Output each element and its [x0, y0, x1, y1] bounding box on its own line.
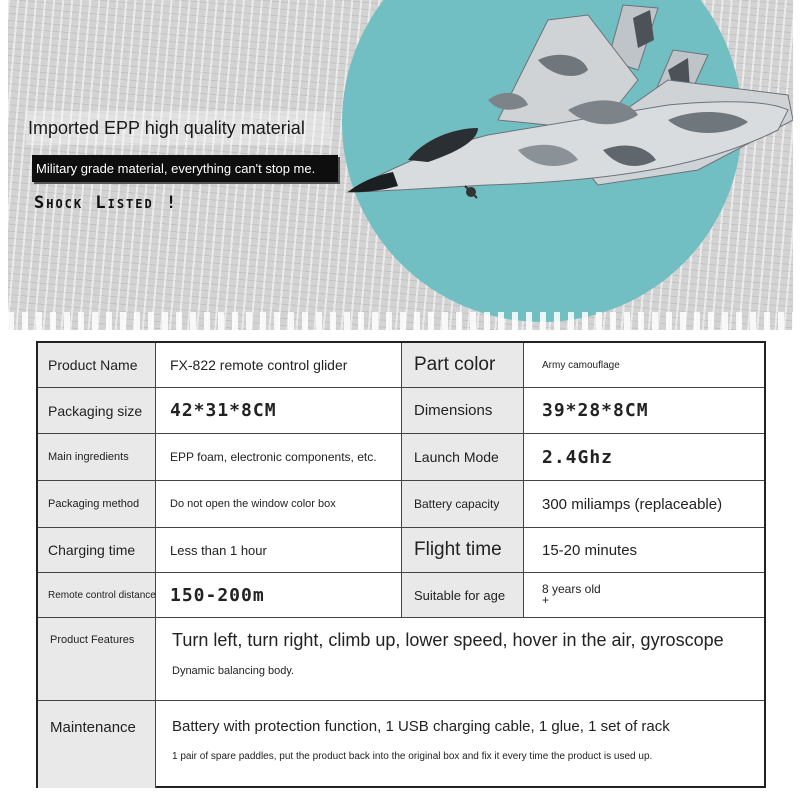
banner-fringe — [8, 312, 793, 330]
battery-capacity-label: Battery capacity — [402, 481, 524, 527]
banner-stamp: Shock Listed ! — [34, 193, 179, 213]
features-line-2: Dynamic balancing body. — [172, 665, 295, 677]
remote-distance-value: 150-200m — [156, 573, 402, 617]
suitable-age-value: 8 years old — [542, 582, 601, 596]
maintenance-label: Maintenance — [38, 701, 156, 788]
flight-time-label: Flight time — [402, 528, 524, 572]
features-value — [156, 618, 764, 700]
packaging-method-value: Do not open the window color box — [156, 481, 402, 527]
maintenance-line-2: 1 pair of spare paddles, put the product back into the original box and fix it every time the product is used up. — [172, 751, 653, 762]
battery-capacity-value: 300 miliamps (replaceable) — [542, 495, 723, 513]
product-name-value: FX-822 remote control glider — [156, 343, 402, 387]
spec-row — [38, 388, 764, 434]
part-color-value: Army camouflage — [542, 359, 620, 371]
main-ingredients-label: Main ingredients — [38, 434, 156, 480]
remote-distance-label: Remote control distance — [38, 573, 156, 617]
dimensions-label: Dimensions — [402, 388, 524, 433]
main-ingredients-value: EPP foam, electronic components, etc. — [156, 434, 402, 480]
part-color-label: Part color — [402, 343, 524, 387]
packaging-size-value: 42*31*8CM — [156, 388, 402, 433]
charging-time-value: Less than 1 hour — [156, 528, 402, 572]
features-line-1: Turn left, turn right, climb up, lower speed, hover in the air, gyroscope — [172, 630, 724, 650]
product-name-label: Product Name — [38, 343, 156, 387]
packaging-size-label: Packaging size — [38, 388, 156, 433]
suitable-age-cell — [524, 573, 764, 617]
launch-mode-label: Launch Mode — [402, 434, 524, 480]
spec-row — [38, 573, 764, 618]
spec-row — [38, 701, 764, 788]
launch-mode-value: 2.4Ghz — [542, 446, 614, 468]
spec-table — [36, 341, 766, 788]
banner-headline: Imported EPP high quality material — [26, 111, 330, 145]
packaging-method-label: Packaging method — [38, 481, 156, 527]
features-label: Product Features — [38, 618, 156, 700]
spec-row — [38, 618, 764, 701]
spec-row — [38, 434, 764, 481]
banner-subline: Military grade material, everything can't stop me. — [32, 155, 338, 182]
maintenance-value — [156, 701, 764, 788]
suitable-age-label: Suitable for age — [402, 573, 524, 617]
spec-row — [38, 343, 764, 388]
charging-time-label: Charging time — [38, 528, 156, 572]
jet-plane-icon — [338, 0, 793, 210]
spec-row — [38, 481, 764, 528]
flight-time-value: 15-20 minutes — [542, 541, 638, 559]
spec-row — [38, 528, 764, 573]
maintenance-line-1: Battery with protection function, 1 USB charging cable, 1 glue, 1 set of rack — [172, 718, 670, 735]
dimensions-value: 39*28*8CM — [542, 400, 649, 421]
hero-banner — [8, 0, 793, 330]
suitable-age-plus: + — [542, 593, 550, 607]
